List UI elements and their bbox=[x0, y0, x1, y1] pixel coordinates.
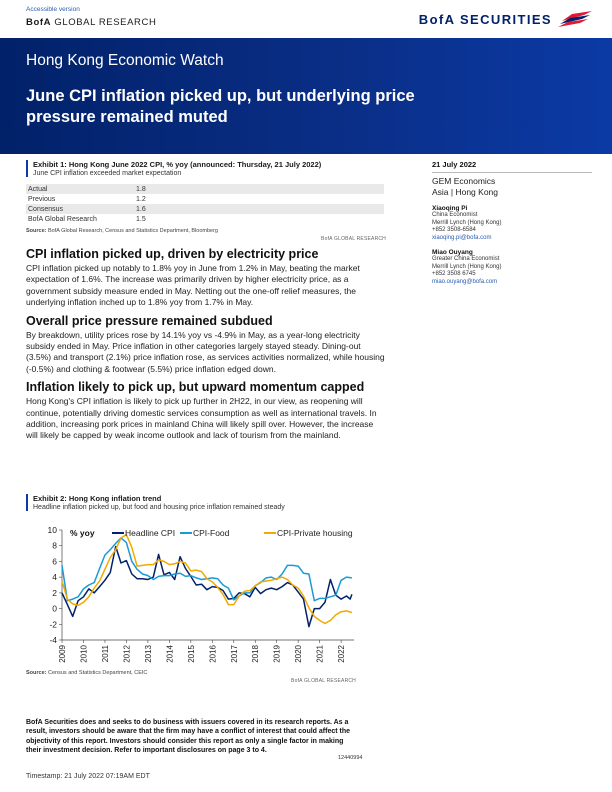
source-label: Source: bbox=[26, 670, 47, 676]
analyst-email-link[interactable]: miao.ouyang@bofa.com bbox=[432, 278, 498, 285]
team-name: GEM Economics bbox=[432, 176, 496, 186]
table-row bbox=[26, 204, 384, 214]
analyst-phone: +852 3508-6584 bbox=[432, 227, 476, 234]
report-headline: June CPI inflation picked up, but underlying price pressure remained muted bbox=[26, 87, 415, 126]
legend-label: CPI-Food bbox=[193, 528, 230, 538]
x-tick-label: 2015 bbox=[186, 645, 196, 663]
analyst-firm: Merrill Lynch (Hong Kong) bbox=[432, 263, 502, 270]
exhibit-2-credit: BofA GLOBAL RESEARCH bbox=[291, 678, 356, 684]
series-line bbox=[62, 547, 352, 627]
analyst-card bbox=[432, 249, 592, 286]
x-tick-label: 2012 bbox=[122, 645, 132, 663]
brand-global-research-text: GLOBAL RESEARCH bbox=[51, 17, 157, 28]
exhibit-1-credit: BofA GLOBAL RESEARCH bbox=[321, 236, 386, 242]
x-tick-label: 2016 bbox=[208, 645, 218, 663]
y-axis-label: % yoy bbox=[70, 528, 95, 538]
divider bbox=[432, 172, 592, 173]
table-cell-label: Previous bbox=[28, 195, 56, 203]
analyst-role: Greater China Economist bbox=[432, 256, 500, 263]
team-info bbox=[432, 176, 592, 198]
section-body: CPI inflation picked up notably to 1.8% yoy in June from 1.2% in May, beating the market expectation of 1.6%. The increase was primarily driven by higher electricity price, as a government subsidy measure ended in May. Netting out the one-off relief measures, the underlying inflation inched up to 1.8% yoy from 1.7% in May. bbox=[26, 263, 360, 308]
analyst-name: Xiaoqing Pi bbox=[432, 205, 468, 212]
report-date: 21 July 2022 bbox=[432, 160, 477, 169]
table-cell-value: 1.5 bbox=[136, 215, 146, 223]
exhibit-1-header bbox=[26, 160, 386, 177]
exhibit-2-source bbox=[26, 670, 388, 676]
analyst-name: Miao Ouyang bbox=[432, 249, 473, 257]
y-tick-label: 10 bbox=[47, 525, 57, 535]
section-body: By breakdown, utility prices rose by 14.1% yoy vs -4.9% in May, as a year-long electricity subsidy ended in May. Price inflation in other categories largely stayed steady. Dining-out (3.5%) and transport (2.1%) price inflation rose, as services activities normalized, while housing (-0.5%) and clothing & footwear (5.5%) price inflation edged down. bbox=[26, 329, 385, 374]
table-cell-label: BofA Global Research bbox=[28, 215, 97, 223]
table-cell-value: 1.8 bbox=[134, 184, 384, 194]
y-tick-label: 6 bbox=[52, 556, 57, 567]
cpi-table bbox=[26, 184, 384, 224]
table-row bbox=[26, 214, 384, 224]
table-cell-label: Actual bbox=[26, 184, 134, 194]
bofa-securities-logo-text: BofA SECURITIES bbox=[418, 12, 552, 27]
hero-banner bbox=[0, 38, 612, 154]
y-tick-label: 2 bbox=[52, 587, 57, 598]
table-cell-label: Consensus bbox=[26, 204, 134, 214]
exhibit-2 bbox=[26, 494, 388, 684]
inflation-trend-chart bbox=[26, 522, 388, 686]
section-heading: CPI inflation picked up, driven by electricity price bbox=[26, 247, 319, 261]
analyst-role: China Economist bbox=[432, 212, 478, 219]
brand-bofa: BofA bbox=[26, 17, 52, 28]
report-series-title: Hong Kong Economic Watch bbox=[26, 52, 224, 69]
y-tick-label: -2 bbox=[49, 619, 57, 630]
analyst-card bbox=[432, 205, 592, 242]
x-tick-label: 2014 bbox=[165, 645, 175, 663]
section-body: Hong Kong's CPI inflation is likely to pick up further in 2H22, in our view, as reopening will continue, potentially driving domestic services consumption as well as international travels. In addition, increasing pork prices in mainland China will likely spill over. However, the increase will likely be capped by weak income outlook and lack of tourism from the mainland. bbox=[26, 396, 377, 441]
source-label: Source: bbox=[26, 228, 47, 234]
exhibit-2-header bbox=[26, 494, 388, 511]
top-bar bbox=[0, 0, 612, 38]
table-cell-value: 1.2 bbox=[136, 195, 146, 203]
y-tick-label: -4 bbox=[49, 635, 57, 645]
source-text: BofA Global Research, Census and Statistics Department, Bloomberg bbox=[48, 228, 218, 234]
exhibit-1-source bbox=[26, 228, 386, 234]
analyst-phone: +852 3508 6745 bbox=[432, 271, 476, 278]
timestamp: Timestamp: 21 July 2022 07:19AM EDT bbox=[26, 773, 150, 780]
disclosure-text: BofA Securities does and seeks to do business with issuers covered in its research reports. As a result, investors should be aware that the firm may have a conflict of interest that could affect the objectivity of this report. Investors should consider this report as only a single factor in making their investment decision. Refer to important disclosures on page 3 to 4. bbox=[26, 719, 351, 754]
source-text: Census and Statistics Department, CEIC bbox=[48, 670, 148, 676]
x-tick-label: 2018 bbox=[251, 645, 261, 663]
table-row bbox=[26, 184, 384, 194]
y-tick-label: 0 bbox=[52, 603, 57, 614]
x-tick-label: 2013 bbox=[143, 645, 153, 663]
x-tick-label: 2017 bbox=[229, 645, 239, 663]
y-tick-label: 4 bbox=[52, 572, 57, 583]
document-code: 12440994 bbox=[338, 755, 363, 761]
exhibit-1-title: Exhibit 1: Hong Kong June 2022 CPI, % yoy (announced: Thursday, 21 July 2022) bbox=[33, 160, 322, 169]
x-tick-label: 2010 bbox=[79, 645, 89, 663]
section-heading: Overall price pressure remained subdued bbox=[26, 313, 273, 328]
main-column bbox=[26, 160, 386, 442]
legend-label: CPI-Private housing bbox=[277, 528, 353, 538]
bofa-flag-logo-icon bbox=[558, 9, 592, 27]
region-label: Asia | Hong Kong bbox=[432, 187, 498, 197]
exhibit-1-subtitle: June CPI inflation exceeded market expectation bbox=[33, 170, 182, 177]
table-row bbox=[26, 194, 384, 204]
x-tick-label: 2019 bbox=[272, 645, 282, 663]
legend-label: Headline CPI bbox=[125, 528, 176, 538]
y-tick-label: 8 bbox=[52, 540, 57, 551]
right-column bbox=[432, 160, 592, 286]
x-tick-label: 2021 bbox=[315, 645, 325, 663]
x-tick-label: 2020 bbox=[294, 645, 304, 663]
analyst-firm: Merrill Lynch (Hong Kong) bbox=[432, 219, 502, 226]
brand-global-research bbox=[26, 17, 156, 28]
x-tick-label: 2011 bbox=[100, 645, 110, 663]
x-tick-label: 2022 bbox=[337, 645, 347, 663]
accessible-version-link[interactable]: Accessible version bbox=[26, 6, 80, 13]
section-heading: Inflation likely to pick up, but upward momentum capped bbox=[26, 380, 365, 395]
table-cell-value: 1.6 bbox=[134, 204, 384, 214]
exhibit-2-subtitle: Headline inflation picked up, but food and housing price inflation remained steady bbox=[33, 504, 285, 511]
analyst-email-link[interactable]: xiaoqing.pi@bofa.com bbox=[432, 234, 492, 241]
exhibit-2-title: Exhibit 2: Hong Kong inflation trend bbox=[33, 494, 162, 503]
x-tick-label: 2009 bbox=[58, 645, 67, 663]
